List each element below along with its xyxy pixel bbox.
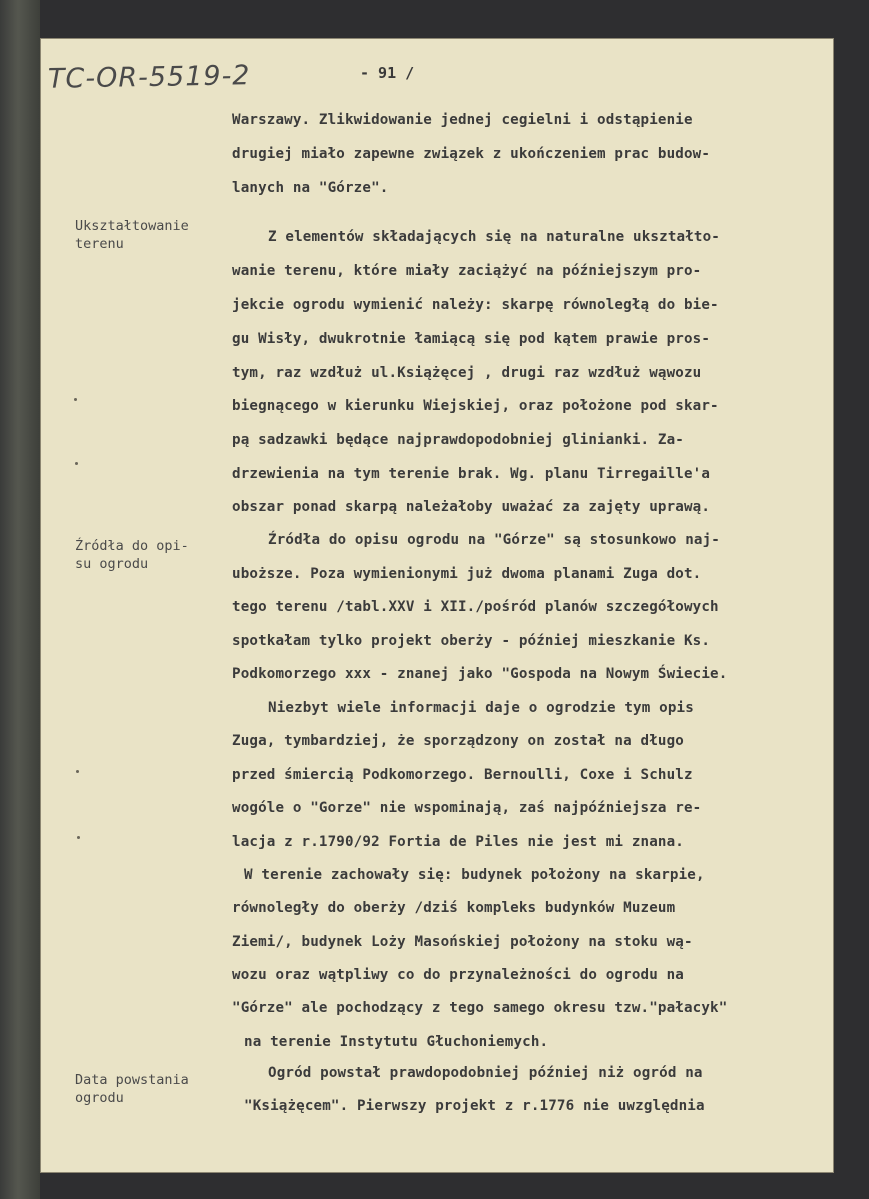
body-line: spotkałam tylko projekt oberży - później mieszkanie Ks. bbox=[232, 633, 711, 649]
body-line: tym, raz wzdłuż ul.Książęcej , drugi raz wzdłuż wąwozu bbox=[232, 365, 702, 381]
body-line: uboższe. Poza wymienionymi już dwoma planami Zuga dot. bbox=[232, 566, 702, 582]
body-line: przed śmiercią Podkomorzego. Bernoulli, Coxe i Schulz bbox=[232, 767, 693, 783]
body-line: Ziemi/, budynek Loży Masońskiej położony na stoku wą- bbox=[232, 934, 693, 950]
body-line: Podkomorzego xxx - znanej jako "Gospoda na Nowym Świecie. bbox=[232, 666, 728, 682]
body-line: Ogród powstał prawdopodobniej później niż ogród na bbox=[268, 1065, 703, 1081]
paper-speck bbox=[74, 398, 77, 401]
body-line: W terenie zachowały się: budynek położony na skarpie, bbox=[244, 867, 705, 883]
body-line: na terenie Instytutu Głuchoniemych. bbox=[244, 1034, 549, 1050]
body-line: "Górze" ale pochodzący z tego samego okresu tzw."pałacyk" bbox=[232, 1000, 728, 1016]
body-line: wanie terenu, które miały zaciążyć na późniejszym pro- bbox=[232, 263, 702, 279]
body-line: tego terenu /tabl.XXV i XII./pośród planów szczegółowych bbox=[232, 599, 719, 615]
margin-note-line: Ukształtowanie bbox=[75, 218, 189, 234]
body-line: lanych na "Górze". bbox=[232, 180, 389, 196]
body-line: jekcie ogrodu wymienić należy: skarpę równoległą do bie- bbox=[232, 297, 719, 313]
margin-note-line: su ogrodu bbox=[75, 556, 149, 572]
margin-note-zrodla bbox=[75, 537, 189, 573]
page-number: - 91 / bbox=[360, 64, 415, 82]
body-line: obszar ponad skarpą należałoby uważać za zajęty uprawą. bbox=[232, 499, 711, 515]
body-line: drzewienia na tym terenie brak. Wg. planu Tirregaille'a bbox=[232, 466, 711, 482]
margin-note-line: terenu bbox=[75, 236, 124, 252]
margin-note-line: Data powstania bbox=[75, 1072, 189, 1088]
body-line: równoległy do oberży /dziś kompleks budynków Muzeum bbox=[232, 900, 676, 916]
margin-note-line: Źródła do opi- bbox=[75, 538, 189, 554]
body-line: pą sadzawki będące najprawdopodobniej glinianki. Za- bbox=[232, 432, 684, 448]
body-line: Zuga, tymbardziej, że sporządzony on został na długo bbox=[232, 733, 684, 749]
body-line: gu Wisły, dwukrotnie łamiącą się pod kątem prawie pros- bbox=[232, 331, 711, 347]
paper-speck bbox=[76, 770, 79, 773]
body-line: drugiej miało zapewne związek z ukończeniem prac budow- bbox=[232, 146, 711, 162]
body-line: wogóle o "Gorze" nie wspominają, zaś najpóźniejsza re- bbox=[232, 800, 702, 816]
body-line: Źródła do opisu ogrodu na "Górze" są stosunkowo naj- bbox=[268, 532, 720, 548]
body-line: "Książęcem". Pierwszy projekt z r.1776 nie uwzględnia bbox=[244, 1098, 705, 1114]
paper-speck bbox=[77, 836, 80, 839]
body-line: biegnącego w kierunku Wiejskiej, oraz położone pod skar- bbox=[232, 398, 719, 414]
body-line: wozu oraz wątpliwy co do przynależności do ogrodu na bbox=[232, 967, 684, 983]
body-line: lacja z r.1790/92 Fortia de Piles nie jest mi znana. bbox=[232, 834, 684, 850]
margin-note-ukształtowanie bbox=[75, 217, 189, 253]
body-line: Warszawy. Zlikwidowanie jednej cegielni i odstąpienie bbox=[232, 112, 693, 128]
margin-note-data-powstania bbox=[75, 1071, 189, 1107]
binder-edge bbox=[0, 0, 40, 1199]
body-line: Niezbyt wiele informacji daje o ogrodzie tym opis bbox=[268, 700, 694, 716]
body-line: Z elementów składających się na naturalne ukształto- bbox=[268, 229, 720, 245]
handwritten-reference: TC-OR-5519-2 bbox=[47, 60, 251, 95]
paper-speck bbox=[75, 462, 78, 465]
margin-note-line: ogrodu bbox=[75, 1090, 124, 1106]
